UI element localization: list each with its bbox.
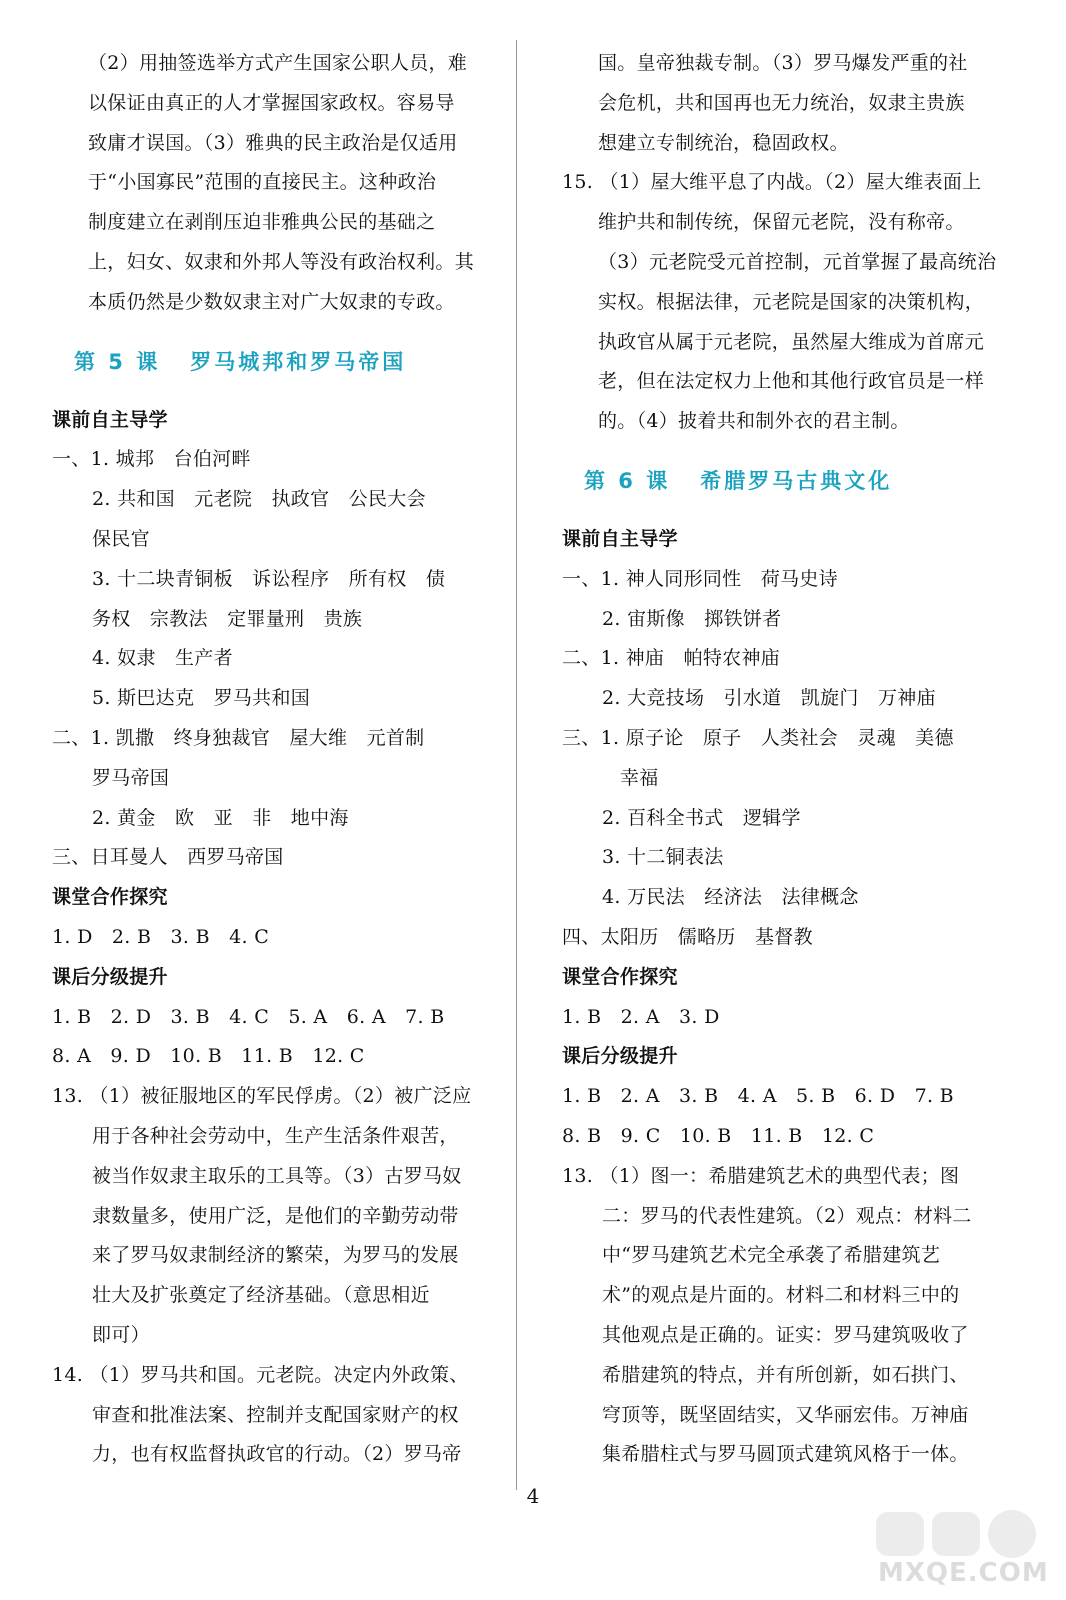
text-line: 1. B 2. D 3. B 4. C 5. A 6. A 7. B: [52, 1005, 445, 1028]
text-line: 一、1. 神人同形同性 荷马史诗: [562, 567, 838, 590]
text-line: 老，但在法定权力上他和其他行政官员是一样: [598, 370, 985, 393]
text-line: 务权 宗教法 定罪量刑 贵族: [92, 607, 363, 630]
section-heading: 课堂合作探究: [562, 965, 678, 988]
text-line: 1. B 2. A 3. B 4. A 5. B 6. D 7. B: [562, 1085, 954, 1108]
text-line: 四、太阳历 儒略历 基督教: [562, 925, 813, 948]
text-line: 壮大及扩张奠定了经济基础。（意思相近: [92, 1284, 430, 1307]
text-line: 希腊建筑的特点，并有所创新，如石拱门、: [602, 1363, 969, 1386]
text-line: 8. B 9. C 10. B 11. B 12. C: [562, 1124, 875, 1147]
text-line: 二、1. 神庙 帕特农神庙: [562, 647, 781, 670]
text-line: 保民官: [92, 527, 150, 550]
text-line: 致庸才误国。（3）雅典的民主政治是仅适用: [88, 131, 458, 154]
text-line: 5. 斯巴达克 罗马共和国: [92, 687, 311, 710]
text-line: 1. B 2. A 3. D: [562, 1005, 720, 1028]
text-line: 2. 共和国 元老院 执政官 公民大会: [92, 488, 426, 511]
section-heading: 课后分级提升: [52, 965, 168, 988]
lesson-name: 希腊罗马古典文化: [700, 468, 893, 493]
text-line: 14. （1）罗马共和国。元老院。决定内外政策、: [52, 1363, 469, 1386]
page-number: 4: [526, 1484, 540, 1508]
text-line: 执政官从属于元老院，虽然屋大维成为首席元: [598, 330, 985, 353]
lesson-number: 第 5 课: [74, 349, 161, 374]
text-line: 想建立专制统治，稳固政权。: [598, 131, 849, 154]
text-line: 4. 万民法 经济法 法律概念: [602, 886, 859, 909]
text-line: 于“小国寡民”范围的直接民主。这种政治: [88, 171, 437, 194]
watermark-text: MXQE.COM: [878, 1558, 1049, 1588]
column-divider: [516, 40, 517, 1490]
text-line: 罗马帝国: [92, 766, 170, 789]
text-line: 3. 十二块青铜板 诉讼程序 所有权 债: [92, 567, 446, 590]
section-heading: 课堂合作探究: [52, 886, 168, 909]
text-line: 2. 百科全书式 逻辑学: [602, 806, 801, 829]
section-heading: 课前自主导学: [562, 527, 678, 550]
text-line: 三、日耳曼人 西罗马帝国: [52, 846, 284, 869]
left-column: [52, 44, 490, 1475]
right-column: [562, 44, 1000, 1475]
lesson-number: 第 6 课: [584, 468, 671, 493]
text-line: 术”的观点是片面的。材料二和材料三中的: [602, 1284, 960, 1307]
text-line: 制度建立在剥削压迫非雅典公民的基础之: [88, 211, 436, 234]
text-line: 4. 奴隶 生产者: [92, 647, 233, 670]
text-line: 2. 大竞技场 引水道 凯旋门 万神庙: [602, 687, 936, 710]
text-line: （3）元老院受元首控制，元首掌握了最高统治: [598, 250, 997, 273]
text-line: 实权。根据法律，元老院是国家的决策机构，: [598, 290, 985, 313]
text-line: 被当作奴隶主取乐的工具等。（3）古罗马奴: [92, 1164, 462, 1187]
text-line: 2. 宙斯像 掷铁饼者: [602, 607, 782, 630]
text-line: 3. 十二铜表法: [602, 846, 724, 869]
text-line: 1. D 2. B 3. B 4. C: [52, 925, 270, 948]
text-line: 会危机，共和国再也无力统治，奴隶主贵族: [598, 91, 965, 114]
text-line: 13. （1）被征服地区的军民俘虏。（2）被广泛应: [52, 1085, 472, 1108]
text-line: 幸福: [620, 766, 659, 789]
text-line: 8. A 9. D 10. B 11. B 12. C: [52, 1045, 365, 1068]
text-line: 其他观点是正确的。证实：罗马建筑吸收了: [602, 1323, 969, 1346]
text-line: （2）用抽签选举方式产生国家公职人员，难: [88, 52, 468, 74]
section-heading: 课前自主导学: [52, 408, 168, 431]
text-line: 隶数量多，使用广泛，是他们的辛勤劳动带: [92, 1204, 459, 1227]
text-line: 国。皇帝独裁专制。（3）罗马爆发严重的社: [598, 52, 968, 74]
text-line: 的。（4）披着共和制外衣的君主制。: [598, 410, 910, 433]
text-line: 2. 黄金 欧 亚 非 地中海: [92, 806, 349, 829]
text-line: 上，妇女、奴隶和外邦人等没有政治权利。其: [88, 250, 475, 273]
text-line: 审查和批准法案、控制并支配国家财产的权: [92, 1403, 459, 1426]
text-line: 来了罗马奴隶制经济的繁荣，为罗马的发展: [92, 1244, 459, 1267]
text-line: 集希腊柱式与罗马圆顶式建筑风格于一体。: [602, 1443, 969, 1466]
text-line: 一、1. 城邦 台伯河畔: [52, 448, 251, 471]
text-line: 15. （1）屋大维平息了内战。（2）屋大维表面上: [562, 171, 982, 194]
text-line: 以保证由真正的人才掌握国家政权。容易导: [88, 91, 455, 114]
text-line: 三、1. 原子论 原子 人类社会 灵魂 美德: [562, 726, 954, 749]
lesson-title: [52, 323, 490, 401]
text-line: 维护共和制传统，保留元老院，没有称帝。: [598, 211, 965, 234]
text-line: 中“罗马建筑艺术完全承袭了希腊建筑艺: [602, 1244, 941, 1267]
text-line: 13. （1）图一：希腊建筑艺术的典型代表；图: [562, 1164, 960, 1187]
lesson-name: 罗马城邦和罗马帝国: [190, 349, 407, 374]
text-line: 力，也有权监督执政官的行动。（2）罗马帝: [92, 1443, 462, 1466]
text-line: 即可）: [92, 1323, 150, 1346]
text-line: 本质仍然是少数奴隶主对广大奴隶的专政。: [88, 290, 455, 313]
text-line: 用于各种社会劳动中，生产生活条件艰苦，: [92, 1124, 459, 1147]
section-heading: 课后分级提升: [562, 1045, 678, 1068]
text-line: 穹顶等，既坚固结实，又华丽宏伟。万神庙: [602, 1403, 969, 1426]
lesson-title: [562, 442, 1000, 520]
text-line: 二、1. 凯撒 终身独裁官 屋大维 元首制: [52, 726, 425, 749]
text-line: 二：罗马的代表性建筑。（2）观点：材料二: [602, 1204, 972, 1227]
